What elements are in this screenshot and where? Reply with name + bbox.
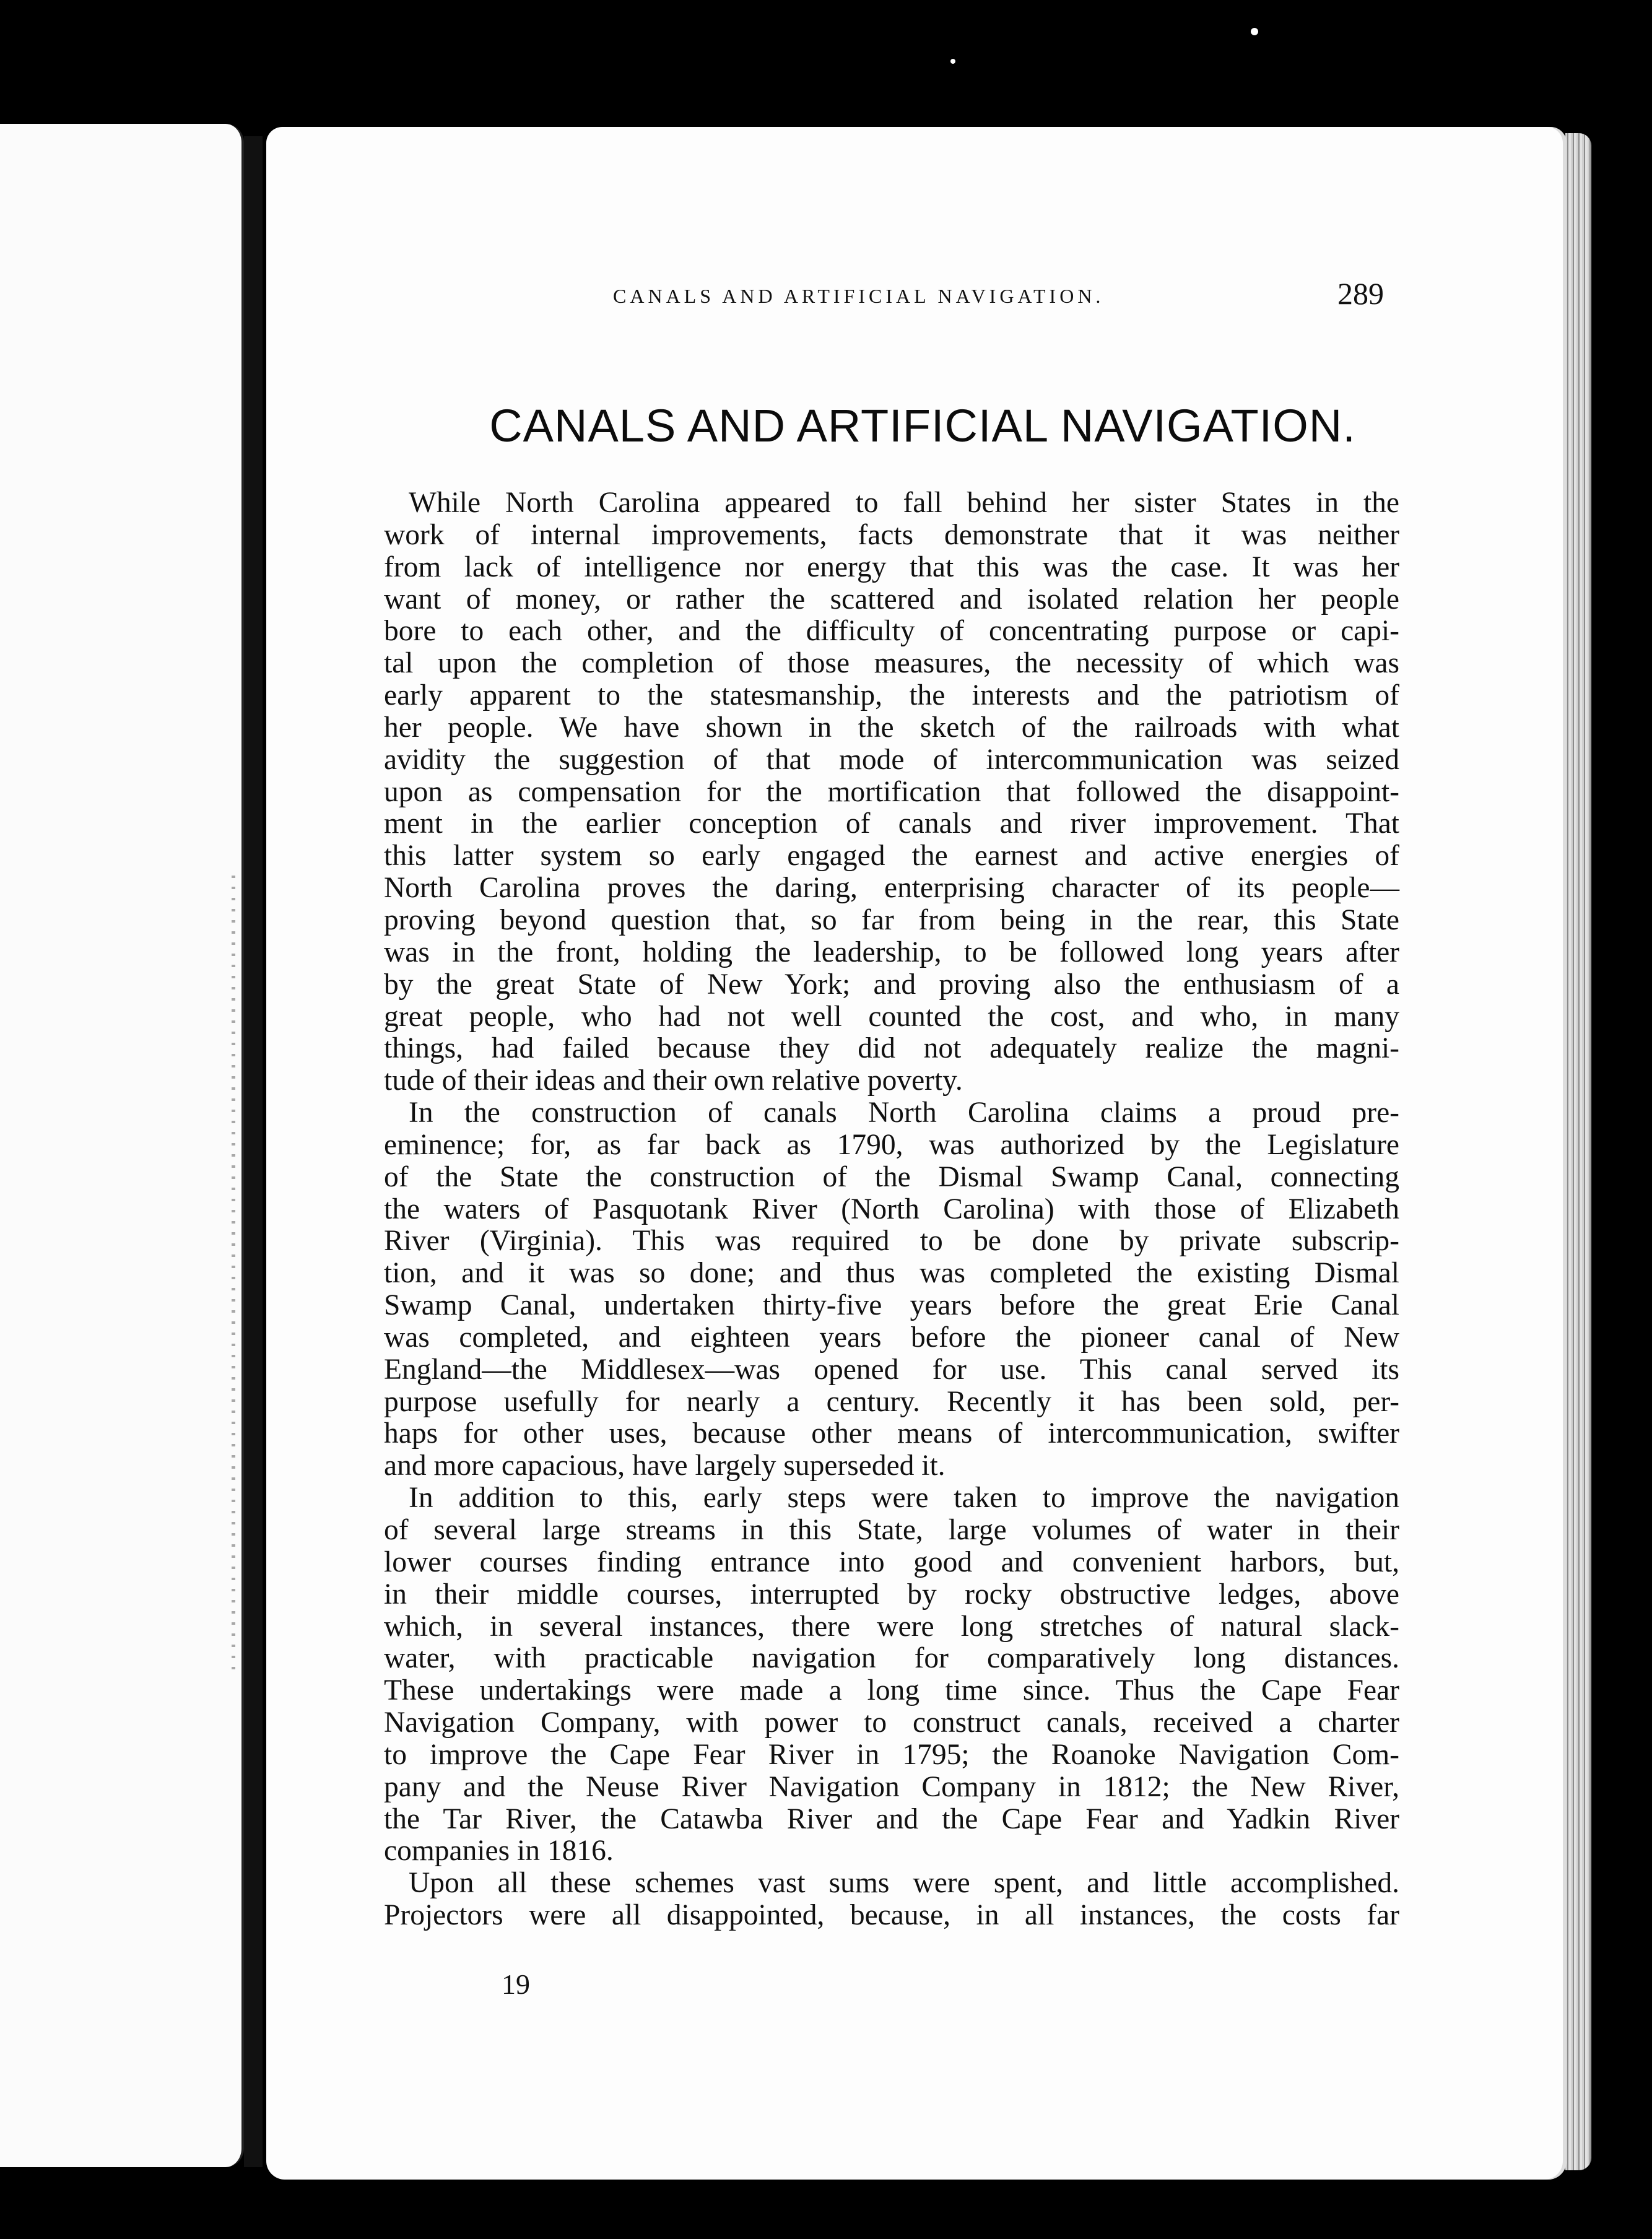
text-line: things, had failed because they did not adequately realize the magni-	[384, 1032, 1399, 1065]
running-head: CANALS AND ARTIFICIAL NAVIGATION.	[613, 285, 1105, 307]
text-line: of several large streams in this State, large volumes of water in their	[384, 1514, 1399, 1546]
text-line: of the State the construction of the Dismal Swamp Canal, connecting	[384, 1160, 1399, 1193]
text-line: In addition to this, early steps were taken to improve the navigation	[409, 1482, 1399, 1515]
text-line: eminence; for, as far back as 1790, was authorized by the Legislature	[384, 1128, 1399, 1161]
previous-page-edge	[0, 124, 244, 2167]
text-line: purpose usefully for nearly a century. Recently it has been sold, per-	[384, 1385, 1399, 1418]
text-line: England—the Middlesex—was opened for use. This canal served its	[384, 1353, 1399, 1386]
article-title: CANALS AND ARTIFICIAL NAVIGATION.	[489, 400, 1356, 451]
text-line: bore to each other, and the difficulty of concentrating purpose or capi-	[384, 615, 1399, 648]
text-line: Navigation Company, with power to construct canals, received a charter	[384, 1706, 1399, 1739]
text-line: upon as compensation for the mortification that followed the disappoint-	[384, 775, 1399, 808]
text-line: ment in the earlier conception of canals and river improvement. That	[384, 807, 1399, 840]
text-line: was in the front, holding the leadership, to be followed long years after	[384, 936, 1399, 968]
text-line: the waters of Pasquotank River (North Carolina) with those of Elizabeth	[384, 1193, 1399, 1225]
text-line: Upon all these schemes vast sums were spent, and little accomplished.	[409, 1867, 1399, 1900]
signature-mark: 19	[502, 1968, 530, 2000]
text-line: by the great State of New York; and proving also the enthusiasm of a	[384, 968, 1399, 1001]
text-line: While North Carolina appeared to fall behind her sister States in the	[409, 487, 1399, 519]
page-number: 289	[1337, 276, 1384, 311]
text-line: tal upon the completion of those measures, the necessity of which was	[384, 647, 1399, 680]
text-line: water, with practicable navigation for comparatively long distances.	[384, 1642, 1399, 1675]
book-gutter	[244, 136, 263, 2167]
text-line: want of money, or rather the scattered and isolated relation her people	[384, 583, 1399, 615]
text-line: this latter system so early engaged the earnest and active energies of	[384, 840, 1399, 872]
text-line: tion, and it was so done; and thus was completed the existing Dismal	[384, 1257, 1399, 1290]
text-line: the Tar River, the Catawba River and the Cape Fear and Yadkin River	[384, 1802, 1399, 1835]
text-line: great people, who had not well counted the cost, and who, in many	[384, 1000, 1399, 1033]
text-line: River (Virginia). This was required to be done by private subscrip-	[384, 1225, 1399, 1258]
text-line: These undertakings were made a long time since. Thus the Cape Fear	[384, 1674, 1399, 1707]
text-line: her people. We have shown in the sketch of the railroads with what	[384, 711, 1399, 744]
page-edge-marks	[232, 867, 235, 1672]
text-line: proving beyond question that, so far from being in the rear, this State	[384, 903, 1399, 936]
text-line: was completed, and eighteen years before the pioneer canal of New	[384, 1321, 1399, 1354]
text-line: tude of their ideas and their own relative poverty.	[384, 1064, 963, 1097]
text-line: which, in several instances, there were long stretches of natural slack-	[384, 1610, 1399, 1643]
text-line: Projectors were all disappointed, because, in all instances, the costs far	[384, 1899, 1399, 1932]
text-line: companies in 1816.	[384, 1835, 614, 1867]
text-line: early apparent to the statesmanship, the interests and the patriotism of	[384, 679, 1399, 712]
text-line: haps for other uses, because other means of intercommunication, swifter	[384, 1417, 1399, 1450]
text-line: work of internal improvements, facts demonstrate that it was neither	[384, 518, 1399, 551]
article-body	[384, 487, 1399, 1932]
text-line: avidity the suggestion of that mode of intercommunication was seized	[384, 743, 1399, 776]
text-line: to improve the Cape Fear River in 1795; the Roanoke Navigation Com-	[384, 1738, 1399, 1771]
scan-speck	[950, 59, 955, 64]
text-line: North Carolina proves the daring, enterprising character of its people—	[384, 872, 1399, 905]
text-line: In the construction of canals North Carolina claims a proud pre-	[409, 1097, 1399, 1129]
scan-speck	[1251, 28, 1258, 35]
text-line: pany and the Neuse River Navigation Company in 1812; the New River,	[384, 1770, 1399, 1803]
text-line: from lack of intelligence nor energy that this was the case. It was her	[384, 550, 1399, 583]
page-stack-edge	[1565, 133, 1591, 2170]
text-line: in their middle courses, interrupted by rocky obstructive ledges, above	[384, 1578, 1399, 1611]
text-line: lower courses finding entrance into good and convenient harbors, but,	[384, 1546, 1399, 1578]
text-line: Swamp Canal, undertaken thirty-five years before the great Erie Canal	[384, 1289, 1399, 1322]
text-line: and more capacious, have largely superseded it.	[384, 1450, 946, 1482]
